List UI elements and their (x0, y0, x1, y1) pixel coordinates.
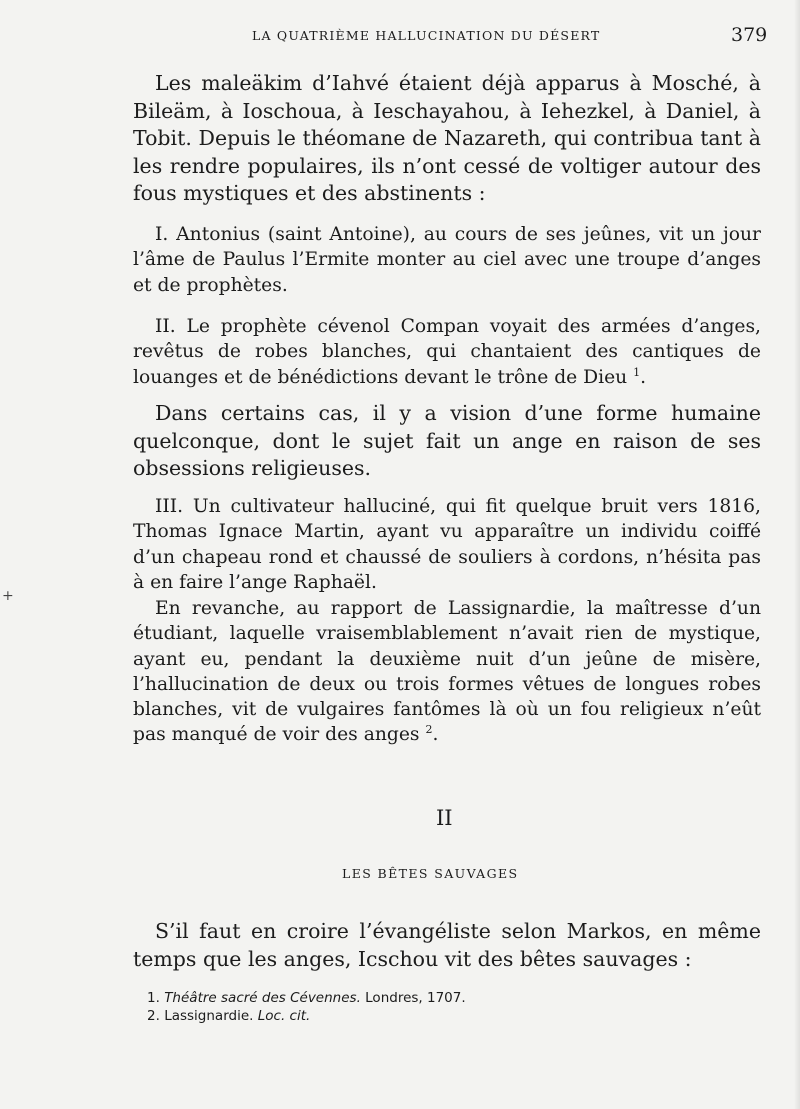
paragraph-1-text: Les maleäkim d’Iahvé étaient déjà apparus à Mosché, à Bileäm, à Ioschoua, à Ieschayahou, à Iehezkel, à Daniel, à Tobit. Depuis le théomane de Nazareth, qui contribua tant à les rendre populaires, ils n’ont cessé de voltiger autour des fous mystiques et des abstinents : (133, 71, 761, 205)
paragraph-3-end: . (640, 366, 647, 388)
footnotes (147, 990, 466, 1025)
paragraph-5 (133, 494, 761, 595)
paragraph-5-text: III. Un cultivateur halluciné, qui fit quelque bruit vers 1816, Thomas Ignace Martin, ayant vu apparaître un individu coiffé d’un chapeau rond et chaussé de souliers à cordons, n’hésita pas à en faire l’ange Raphaël. (133, 496, 761, 593)
paragraph-3-text: II. Le prophète cévenol Compan voyait des armées d’anges, revêtus de robes blanches, qui chantaient des cantiques de louanges et de bénédictions devant le trône de Dieu (133, 316, 761, 388)
paragraph-6-end: . (432, 724, 439, 746)
paragraph-2-text: I. Antonius (saint Antoine), au cours de ses jeûnes, vit un jour l’âme de Paulus l’Ermite monter au ciel avec une troupe d’anges et de prophètes. (133, 224, 761, 296)
section-title: LES BÊTES SAUVAGES (342, 866, 519, 881)
paragraph-1 (133, 70, 761, 208)
paragraph-6 (133, 596, 761, 748)
page-edge-shadow (794, 0, 800, 1109)
paragraph-3 (133, 314, 761, 390)
margin-cross-mark: + (2, 588, 14, 604)
footnote-1-number: 1. (147, 990, 160, 1006)
footnote-ref-1[interactable]: 1 (633, 365, 641, 379)
footnote-2 (147, 1008, 466, 1026)
footnote-ref-2[interactable]: 2 (425, 723, 433, 737)
section-number: II (436, 806, 453, 830)
footnote-1-title: Théâtre sacré des Cévennes. (164, 990, 361, 1006)
paragraph-7-text: S’il faut en croire l’évangéliste selon Markos, en même temps que les anges, Icschou vit des bêtes sauvages : (133, 919, 761, 971)
paragraph-7 (133, 918, 761, 973)
paragraph-4 (133, 400, 761, 483)
footnote-1 (147, 990, 466, 1008)
page-number: 379 (731, 24, 768, 46)
footnote-1-rest: Londres, 1707. (360, 990, 466, 1006)
paragraph-4-text: Dans certains cas, il y a vision d’une forme humaine quelconque, dont le sujet fait un ange en raison de ses obsessions religieuses. (133, 401, 761, 480)
paragraph-6-text: En revanche, au rapport de Lassignardie, la maîtresse d’un étudiant, laquelle vraisemblablement n’avait rien de mystique, ayant eu, pendant la deuxième nuit d’un jeûne de misère, l’hallucination de deux ou trois formes vêtues de longues robes blanches, vit de vulgaires fantômes là où un fou religieux n’eût pas manqué de voir des anges (133, 598, 761, 746)
running-head: LA QUATRIÈME HALLUCINATION DU DÉSERT (252, 28, 601, 43)
footnote-2-number: 2. (147, 1007, 160, 1024)
footnote-2-author: Lassignardie. (164, 1007, 254, 1024)
footnote-2-title: Loc. cit. (257, 1007, 311, 1024)
paragraph-2 (133, 222, 761, 298)
